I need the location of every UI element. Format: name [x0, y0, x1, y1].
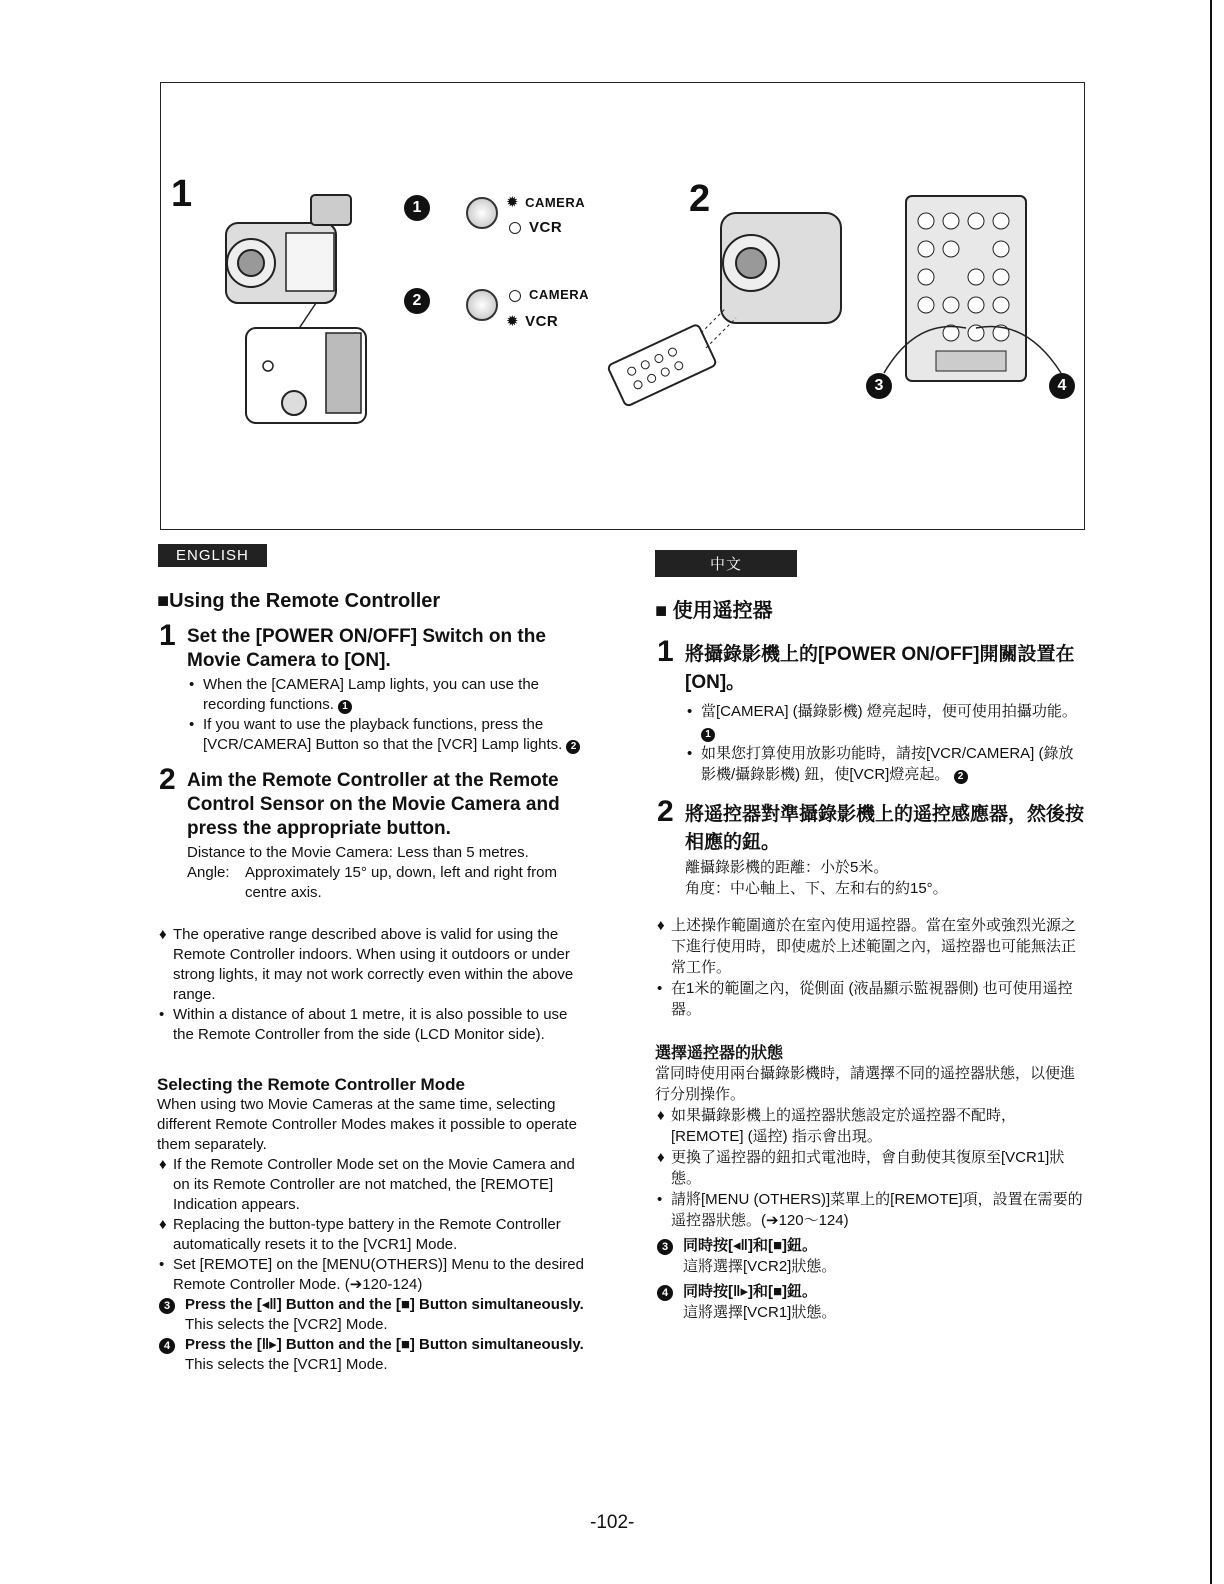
mode-step-4: 4 Press the [‖▸] Button and the [■] Button simultaneously. This selects the [VCR1] Mode. — [157, 1335, 587, 1375]
list-item: • 在1米的範圍之內，從側面 (液晶顯示監視器側) 也可使用遥控器。 — [657, 980, 1073, 1018]
marker-2: 2 — [404, 288, 430, 314]
step-title: Set the [POWER ON/OFF] Switch on the Movie Camera to [ON]. — [187, 626, 546, 671]
angle-text: Angle: Approximately 15° up, down, left and right from centre axis. — [187, 864, 557, 901]
lamp-indicator-2 — [466, 289, 498, 321]
english-step-2 — [157, 763, 587, 903]
page-number: -102- — [590, 1512, 635, 1533]
lamp-camera-lit: ✹ CAMERA — [506, 194, 586, 211]
list-item: • 如果您打算使用放影功能時，請按[VCR/CAMERA] (錄放影機/攝錄影機) 鈕，使[VCR]燈亮起。 2 — [687, 745, 1074, 783]
lamp-vcr-lit: ✹ VCR — [506, 313, 559, 330]
english-step-1 — [157, 619, 587, 755]
marker-1: 1 — [404, 195, 430, 221]
chinese-mode-section — [655, 1040, 1085, 1323]
lamp-indicator-1 — [466, 197, 498, 229]
english-column — [157, 590, 587, 1375]
step-title: Aim the Remote Controller at the Remote Control Sensor on the Movie Camera and press the appropriate button. — [187, 770, 560, 839]
list-item: • When the [CAMERA] Lamp lights, you can use the recording functions. 1 — [189, 676, 539, 713]
chinese-tag: 中文 — [655, 550, 797, 577]
page-edge-line — [1210, 0, 1212, 1584]
chinese-step-1 — [655, 635, 1085, 785]
list-item: • Set [REMOTE] on the [MENU(OTHERS)] Menu to the desired Remote Controller Mode. (➔120-124) — [159, 1256, 584, 1293]
english-section-title: ■Using the Remote Controller — [157, 590, 441, 612]
mode-title: Selecting the Remote Controller Mode — [157, 1075, 465, 1094]
mode-title: 選擇遥控器的狀態 — [655, 1045, 784, 1062]
list-item: • 當[CAMERA] (攝錄影機) 燈亮起時，便可使用拍攝功能。 1 — [687, 703, 1077, 740]
camera-illustration — [216, 183, 371, 428]
lamp-vcr-off: VCR — [509, 219, 562, 236]
distance-text: Distance to the Movie Camera: Less than 5 metres. — [187, 844, 529, 861]
mode-intro: When using two Movie Cameras at the same time, selecting different Remote Controller Modes makes it possible to operate them separately. — [157, 1096, 577, 1153]
angle-text: 角度：中心軸上、下、左和右的約15°。 — [685, 880, 948, 897]
button-pointer-lines — [876, 318, 1066, 388]
figure-step-2-label: 2 — [689, 178, 711, 220]
chinese-notes — [655, 915, 1085, 1020]
chinese-step-2 — [655, 795, 1085, 899]
english-mode-section — [157, 1075, 587, 1375]
english-tag: ENGLISH — [158, 544, 267, 567]
chinese-column — [655, 594, 1085, 1323]
step-title: 將攝錄影機上的[POWER ON/OFF]開關設置在[ON]。 — [685, 644, 1075, 693]
list-item: ♦ 上述操作範圍適於在室內使用遥控器。當在室外或強烈光源之下進行使用時，即使處於上述範圍之內，遥控器也可能無法正常工作。 — [657, 917, 1077, 976]
list-item: • 請將[MENU (OTHERS)]菜單上的[REMOTE]項，設置在需要的遥控器狀態。(➔120～124) — [657, 1191, 1083, 1229]
step-title: 將遥控器對準攝錄影機上的遥控感應器，然後按相應的鈕。 — [685, 804, 1085, 853]
remote-aiming-illustration — [601, 203, 851, 413]
lamp-camera-off: CAMERA — [509, 287, 589, 302]
mode-step-3: 3 Press the [◂‖] Button and the [■] Button simultaneously. This selects the [VCR2] Mode. — [157, 1295, 587, 1335]
step-number: 2 — [657, 795, 674, 828]
english-notes — [157, 925, 587, 1045]
distance-text: 離攝錄影機的距離：小於5米。 — [685, 859, 889, 876]
marker-3: 3 — [866, 373, 892, 399]
list-item: ♦ If the Remote Controller Mode set on the Movie Camera and on its Remote Controller are not matched, the [REMOTE] Indication appears. — [159, 1156, 575, 1213]
list-item: • Within a distance of about 1 metre, it is also possible to use the Remote Controller from the side (LCD Monitor side). — [159, 1006, 568, 1043]
step-number: 1 — [159, 619, 176, 652]
list-item: ♦ The operative range described above is valid for using the Remote Controller indoors. When using it outdoors or under strong lights, it may not work correctly even within the above range. — [159, 926, 574, 1003]
illustration-frame — [160, 82, 1085, 530]
figure-step-1-label: 1 — [171, 173, 193, 215]
mode-intro: 當同時使用兩台攝錄影機時，請選擇不同的遥控器狀態，以便進行分別操作。 — [655, 1065, 1076, 1103]
step-number: 2 — [159, 763, 176, 796]
list-item: • If you want to use the playback functions, press the [VCR/CAMERA] Button so that the [VCR] Lamp lights. 2 — [187, 715, 587, 755]
mode-step-3: 3 同時按[◂‖]和[■]鈕。 這將選擇[VCR2]狀態。 — [655, 1235, 1085, 1277]
list-item: ♦ Replacing the button-type battery in the Remote Controller automatically resets it to the [VCR1] Mode. — [159, 1216, 561, 1253]
list-item: ♦ 更換了遥控器的鈕扣式電池時，會自動使其復原至[VCR1]狀態。 — [657, 1149, 1065, 1187]
marker-4: 4 — [1049, 373, 1075, 399]
step-number: 1 — [657, 635, 674, 668]
chinese-section-title: ■ 使用遥控器 — [655, 600, 773, 622]
list-item: ♦ 如果攝錄影機上的遥控器狀態設定於遥控器不配時，[REMOTE] (遥控) 指示會出現。 — [657, 1107, 1017, 1145]
mode-step-4: 4 同時按[‖▸]和[■]鈕。 這將選擇[VCR1]狀態。 — [655, 1281, 1085, 1323]
